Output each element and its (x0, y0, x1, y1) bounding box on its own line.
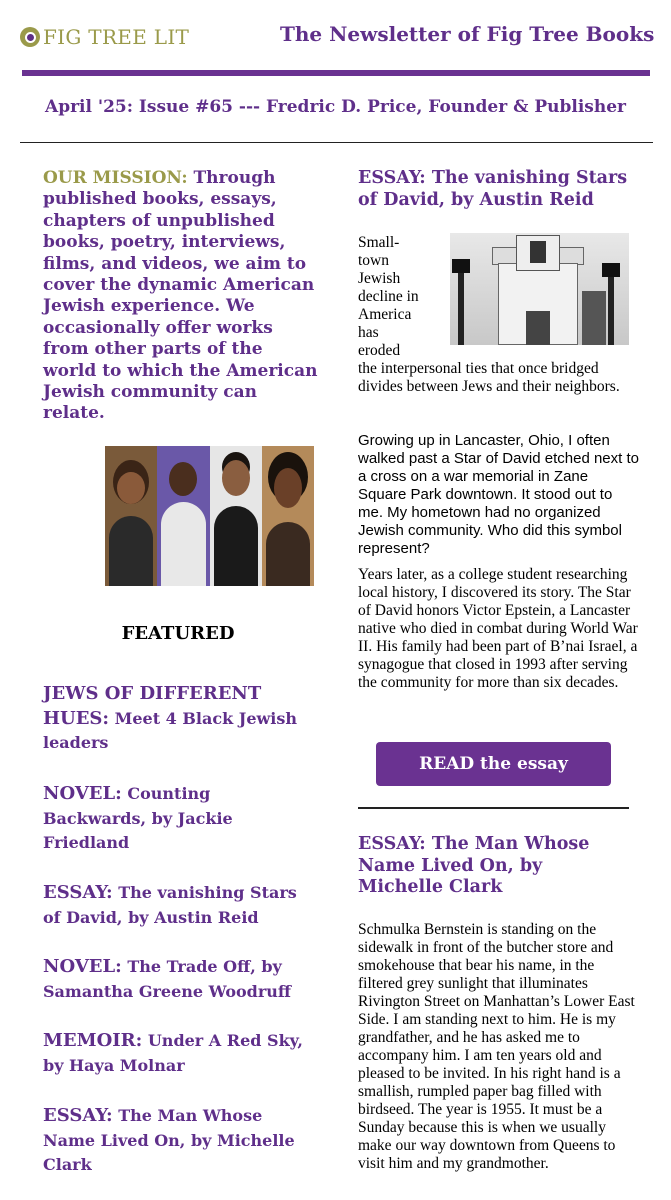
header-divider (22, 70, 650, 76)
church-photo (450, 233, 629, 345)
essay1-title[interactable]: ESSAY: The vanishing Stars of David, by Austin Reid (358, 168, 628, 210)
black-jewish-leaders-photo[interactable] (105, 446, 314, 586)
mission-statement (43, 168, 318, 425)
portrait-3 (210, 446, 262, 586)
section-divider (20, 142, 653, 143)
featured-item-vanishing-stars[interactable]: ESSAY: The vanishing Stars of David, by Austin Reid (43, 882, 297, 927)
logo[interactable] (20, 22, 189, 52)
featured-item-under-a-red-sky[interactable]: MEMOIR: Under A Red Sky, by Haya Molnar (43, 1030, 303, 1075)
featured-heading: FEATURED (121, 623, 235, 644)
essay1-para2: Growing up in Lancaster, Ohio, I often walked past a Star of David etched next to a cross on a war memorial in Zane Square Park downtown. It stood out to me. My hometown had no organized Jewish community. Who did this symbol represent? (358, 432, 639, 557)
featured-item-trade-off[interactable]: NOVEL: The Trade Off, by Samantha Greene Woodruff (43, 956, 292, 1001)
essay1-para3: Years later, as a college student researching local history, I discovered its story. The Star of David honors Victor Epstein, a Lancaster native who died in combat during World War II. His family had been part of B’nai Israel, a synagogue that closed in 1993 after serving the community for more than six decades. (358, 566, 638, 691)
mission-text: Through published books, essays, chapters of unpublished books, poetry, interviews, films, and videos, we aim to cover the dynamic American Jewish experience. We occasionally offer works from other parts of the world to which the American Jewish community can relate. (43, 168, 318, 424)
featured-item-counting-backwards[interactable]: NOVEL: Counting Backwards, by Jackie Friedland (43, 783, 233, 852)
essay1-para1-rest: the interpersonal ties that once bridged divides between Jews and their neighbors. (358, 360, 620, 395)
read-essay-button[interactable]: READ the essay (376, 742, 611, 786)
mission-heading: OUR MISSION: (43, 168, 188, 188)
fig-logo-icon (20, 27, 40, 47)
newsletter-title: The Newsletter of Fig Tree Books (280, 22, 655, 46)
portrait-1 (105, 446, 157, 586)
essay1-wrap-lines: Small- town Jewish decline in America has eroded (358, 234, 419, 359)
essay-divider (358, 807, 629, 809)
essay2-text: Schmulka Bernstein is standing on the sidewalk in front of the butcher store and smokehouse that bear his name, in the filtered grey sunlight that illuminates Rivington Street on Manhattan’s Lower East Side. I am standing next to him. He is my grandfather, and he has asked me to accompany him. I am ten years old and pleased to be invited. In his right hand is a smallish, rumpled paper bag filled with birdseed. The year is 1955. It must be a Sunday because this is when we usually make our way downtown from Queens to visit him and my grandmother. (358, 921, 635, 1172)
logo-text: FIG TREE LIT (43, 25, 190, 49)
featured-item-black-jewish-leaders[interactable]: JEWS OF DIFFERENT HUES: Meet 4 Black Jewish leaders (43, 683, 297, 752)
issue-line: April '25: Issue #65 --- Fredric D. Price, Founder & Publisher (45, 97, 626, 117)
essay2-title[interactable]: ESSAY: The Man Whose Name Lived On, by Michelle Clark (358, 834, 590, 897)
portrait-2 (157, 446, 209, 586)
featured-item-man-whose-name[interactable]: ESSAY: The Man Whose Name Lived On, by Michelle Clark (43, 1105, 295, 1174)
portrait-4 (262, 446, 314, 586)
